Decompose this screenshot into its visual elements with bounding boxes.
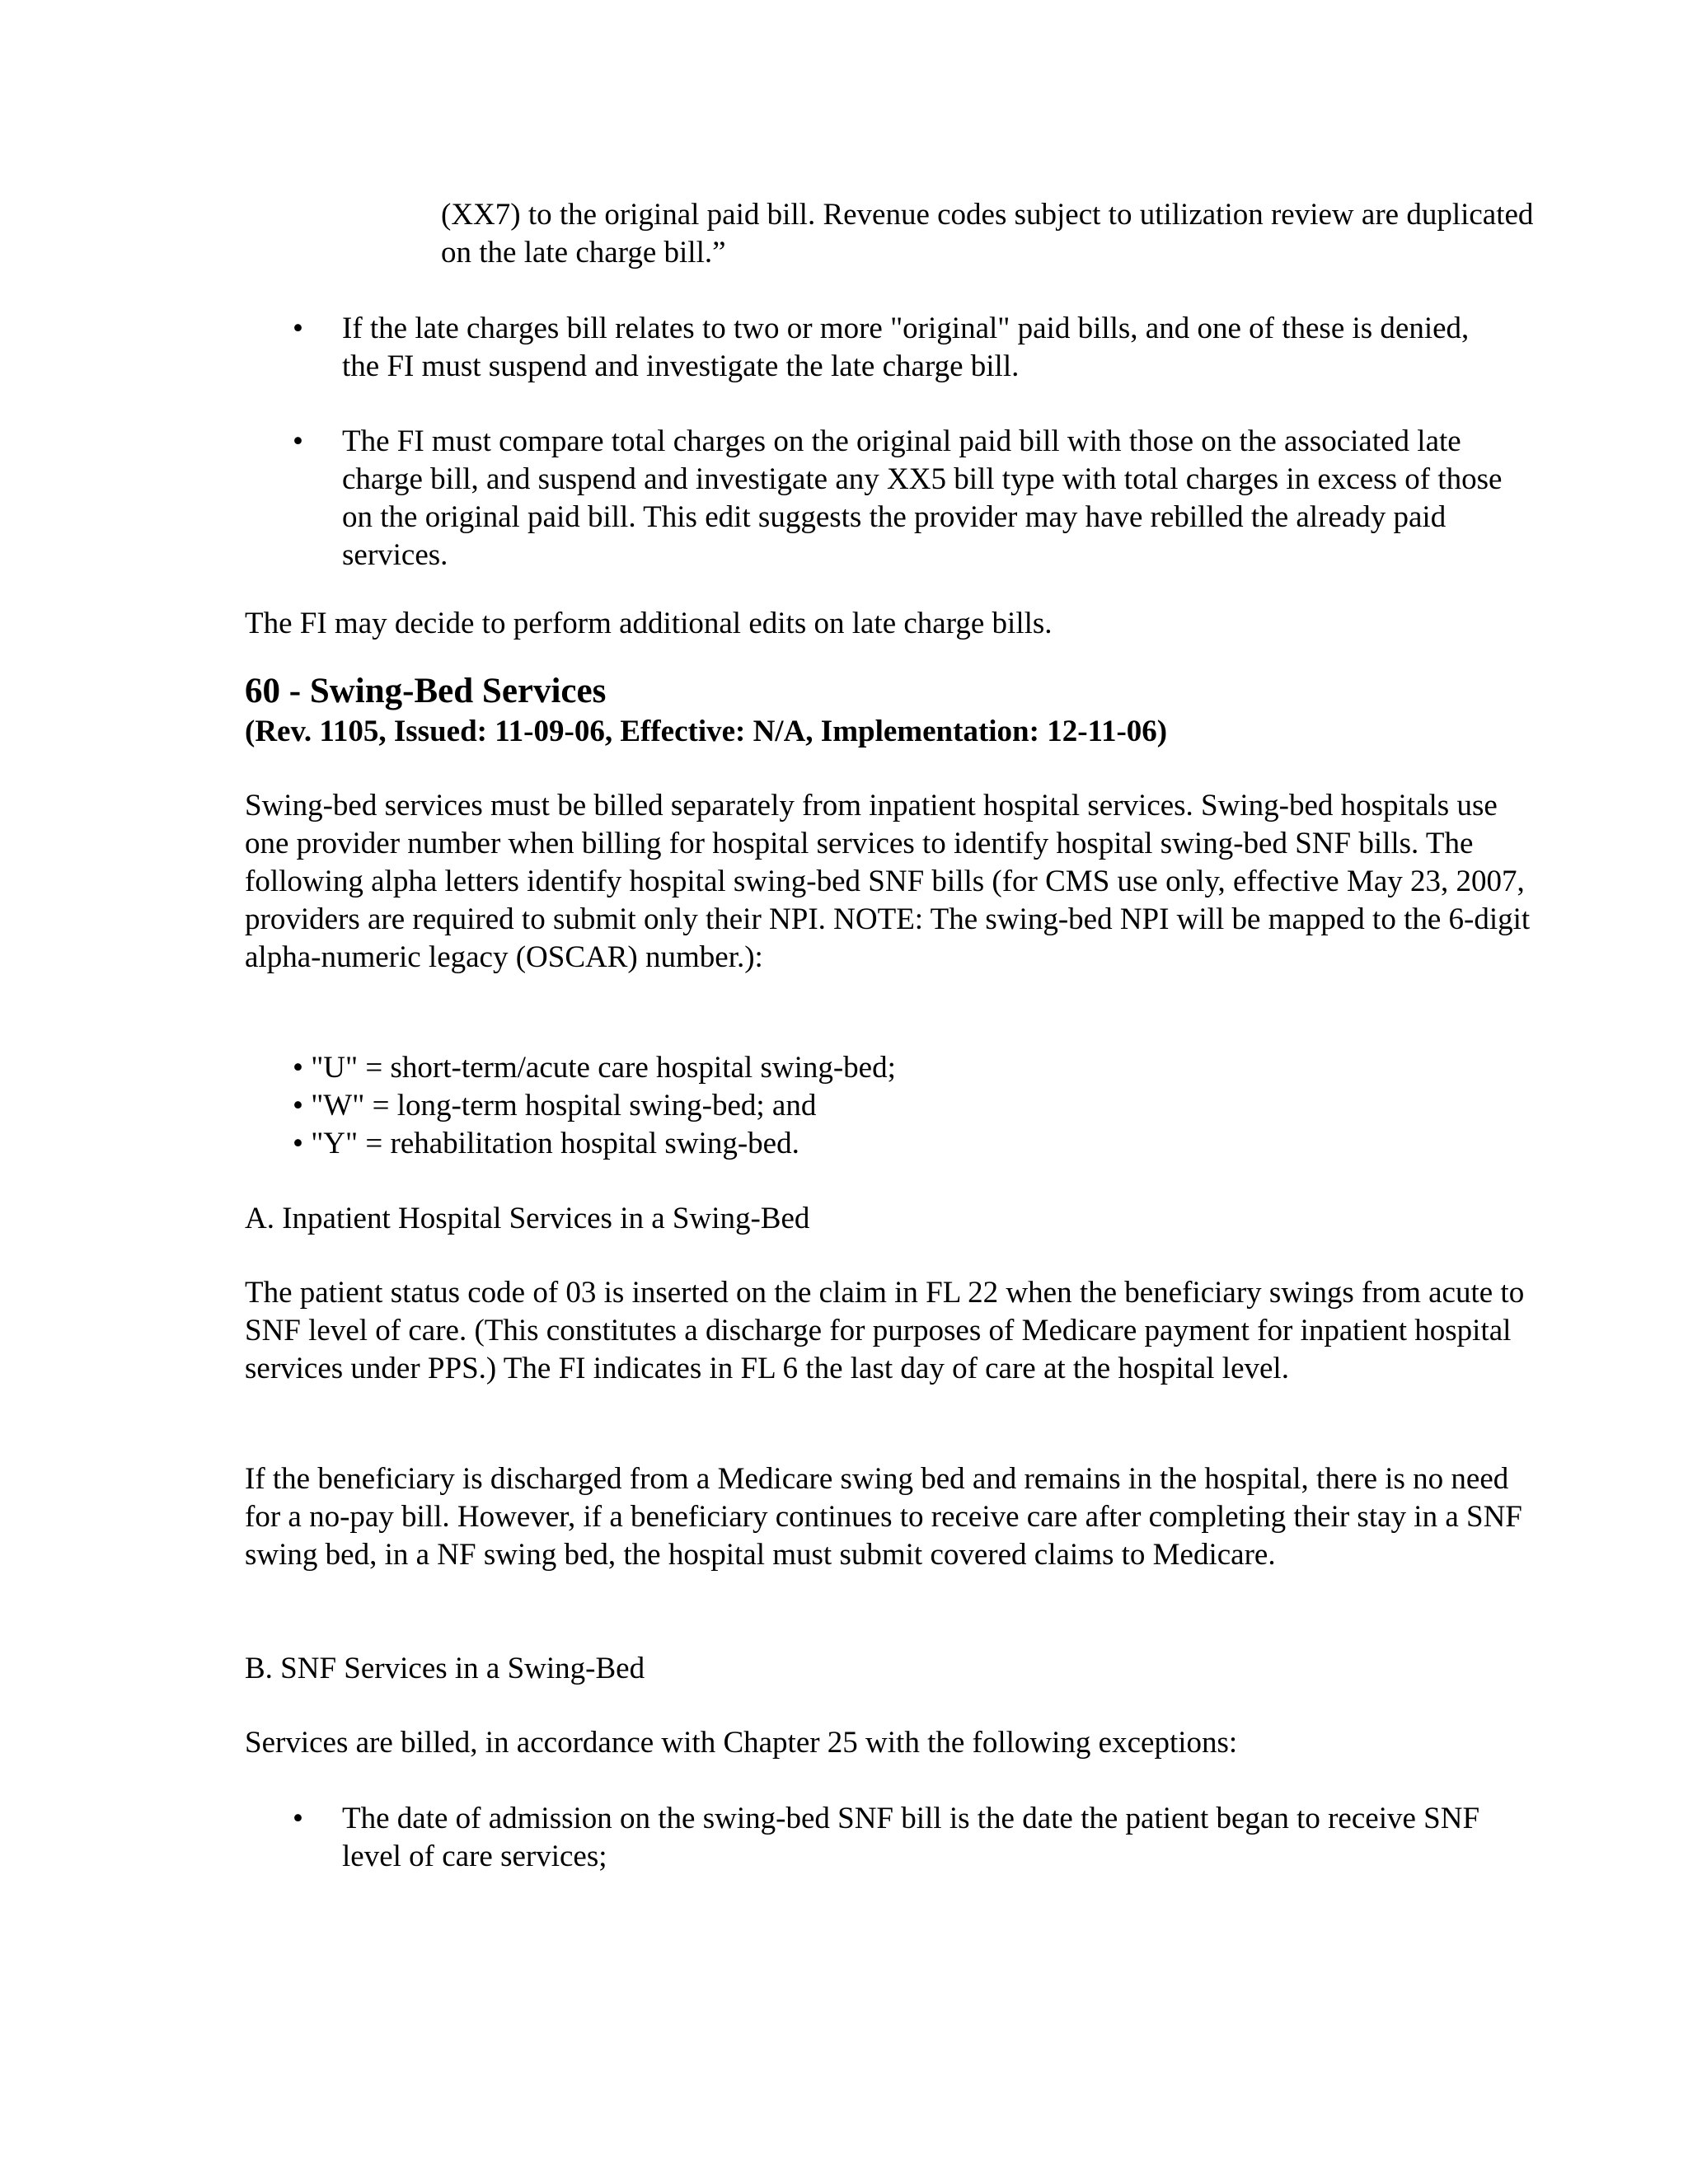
- bullet-marker: •: [293, 312, 303, 345]
- list-item: • "W" = long-term hospital swing-bed; and: [293, 1089, 817, 1122]
- paragraph-services-billed: Services are billed, in accordance with Chapter 25 with the following exceptions:: [245, 1726, 1238, 1760]
- bullet-text: The date of admission on the swing-bed SNF bill is the date the patient began to receive SNF level of care services;: [342, 1802, 1480, 1873]
- paragraph-additional-edits: The FI may decide to perform additional edits on late charge bills.: [245, 607, 1053, 640]
- section-heading: 60 - Swing-Bed Services: [245, 672, 607, 710]
- bullet-text: The FI must compare total charges on the original paid bill with those on the associated late charge bill, and suspend and investigate any XX5 bill type with total charges in excess of those on the original paid bill. This edit suggests the provider may have rebilled the already paid services.: [342, 424, 1503, 572]
- bullet-text: If the late charges bill relates to two or more "original" paid bills, and one of these is denied, the FI must suspend and investigate the late charge bill.: [342, 312, 1470, 383]
- paragraph-discharge: If the beneficiary is discharged from a Medicare swing bed and remains in the hospital, there is no need for a no-pay bill. However, if a beneficiary continues to receive care after completing their stay in a SNF swing bed, in a NF swing bed, the hospital must submit covered claims to Medicare.: [245, 1462, 1522, 1572]
- paragraph-swing-bed-intro: Swing-bed services must be billed separately from inpatient hospital services. Swing-bed hospitals use one provider number when billing for hospital services to identify hospital swing-bed SNF bills. The following alpha letters identify hospital swing-bed SNF bills (for CMS use only, effective May 23, 2007, providers are required to submit only their NPI. NOTE: The swing-bed NPI will be mapped to the 6-digit alpha-numeric legacy (OSCAR) number.):: [245, 789, 1531, 974]
- subsection-b-title: B. SNF Services in a Swing-Bed: [245, 1652, 645, 1685]
- alpha-letter-list: [293, 1049, 1447, 1163]
- list-item: • "U" = short-term/acute care hospital swing-bed;: [293, 1051, 896, 1085]
- bullet-marker: •: [293, 424, 303, 458]
- revision-line: (Rev. 1105, Issued: 11-09-06, Effective: N/A, Implementation: 12-11-06): [245, 715, 1168, 748]
- list-item: • "Y" = rehabilitation hospital swing-bed.: [293, 1127, 799, 1160]
- bullet-marker: •: [293, 1802, 303, 1835]
- continued-quote-text: (XX7) to the original paid bill. Revenue codes subject to utilization review are duplicated on the late charge bill.”: [441, 198, 1534, 269]
- subsection-a-title: A. Inpatient Hospital Services in a Swing-Bed: [245, 1202, 810, 1235]
- paragraph-patient-status: The patient status code of 03 is inserted on the claim in FL 22 when the beneficiary swings from acute to SNF level of care. (This constitutes a discharge for purposes of Medicare payment for inpatient hospital services under PPS.) The FI indicates in FL 6 the last day of care at the hospital level.: [245, 1276, 1525, 1385]
